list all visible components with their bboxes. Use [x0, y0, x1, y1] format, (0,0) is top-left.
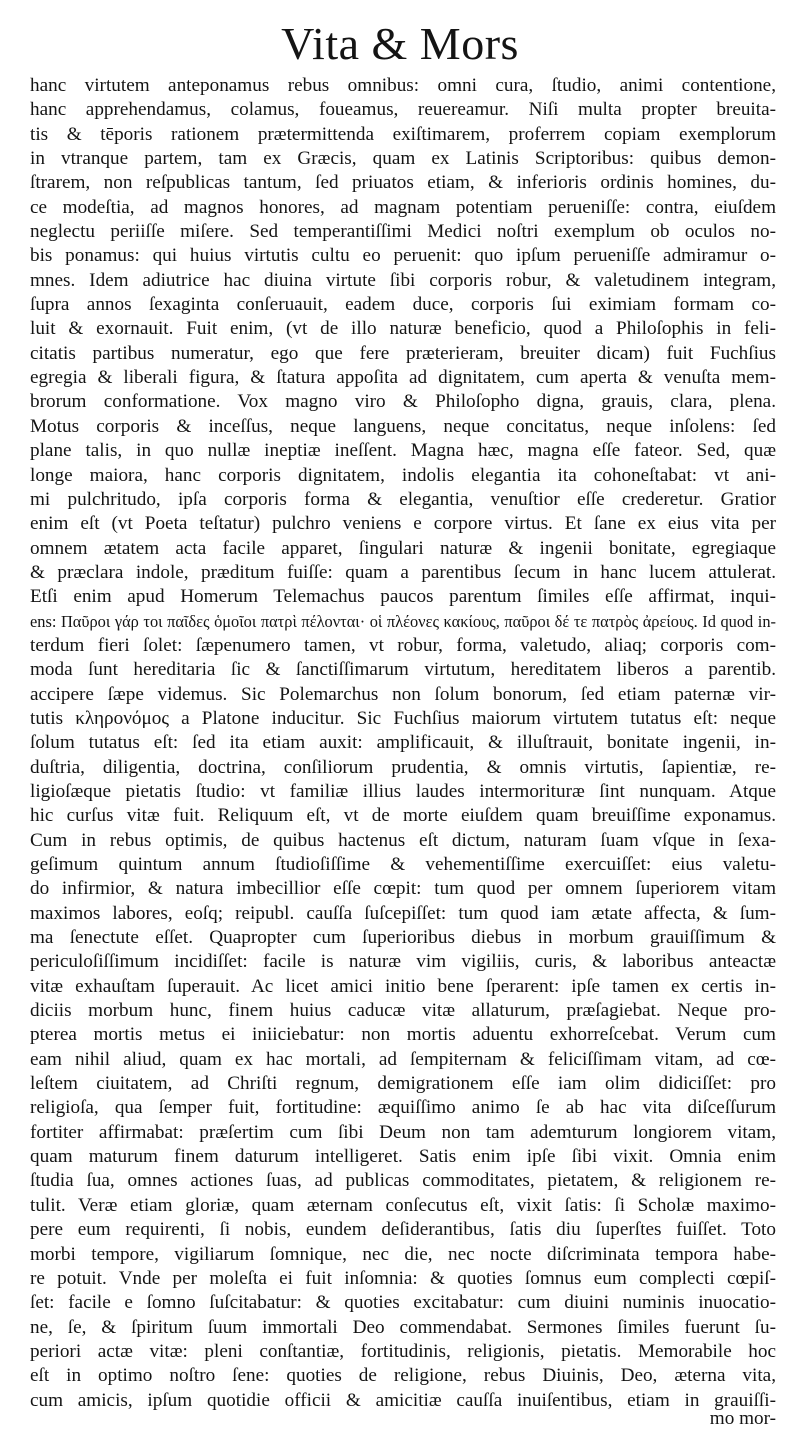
text-line: leſtem ciuitatem, ad Chriſti regnum, demigrationem eſſe iam olim didiciſſet: pro — [30, 1073, 776, 1095]
text-line: ce modeſtia, ad magnos honores, ad magnam potentiam perueniſſe: contra, eiuſdem — [30, 196, 776, 218]
text-line: Motus corporis & inceſſus, neque languens, neque concitatus, neque inſolens: ſed — [30, 415, 776, 437]
text-line: ſolum tutatus eſt: ſed ita etiam auxit: amplificauit, & illuſtrauit, bonitate ingenii, in- — [30, 732, 776, 754]
text-line: pere eum requirenti, ſi nobis, eundem deſiderantibus, ſatis diu ſuperſtes fuiſſet. Toto — [30, 1219, 776, 1241]
text-line: ſet: facile e ſomno ſuſcitabatur: & quoties excitabatur: cum diuini numinis inuocatio- — [30, 1292, 776, 1314]
text-line: terdum fieri ſolet: ſæpenumero tamen, vt robur, forma, valetudo, aliaq; corporis com- — [30, 634, 776, 656]
text-line: religioſa, qua ſemper fuit, fortitudine: æquiſſimo animo ſe ab hac vita diſceſſurum — [30, 1097, 776, 1119]
text-line: periculoſiſſimum incidiſſet: facile is naturæ vim vigiliis, curis, & laboribus anteactæ — [30, 951, 776, 973]
text-line: accipere ſæpe videmus. Sic Polemarchus non ſolum bonorum, ſed etiam paternæ vir- — [30, 683, 776, 705]
text-line: & præclara indole, præditum fuiſſe: quam a parentibus ſecum in hanc lucem attulerat. — [30, 561, 776, 583]
text-line: re potuit. Vnde per moleſta ei fuit inſomnia: & quoties ſomnus eum complecti cœpiſ- — [30, 1267, 776, 1289]
text-line: geſimum quintum annum ſtudioſiſſime & vehementiſſime exercuiſſet: eius valetu- — [30, 854, 776, 875]
text-line: longe maiora, hanc corporis dignitatem, indolis elegantia ita cohoneſtabat: vt ani- — [30, 464, 776, 486]
text-line: luit & exornauit. Fuit enim, (vt de illo naturæ beneficio, quod a Philoſophis in feli- — [30, 318, 776, 340]
text-line: do infirmior, & natura imbecillior eſſe cœpit: tum quod per omnem ſuperiorem vitam — [30, 878, 776, 900]
text-line: enim eſt (vt Poeta teſtatur) pulchro veniens e corpore virtus. Et ſane ex eius vita per — [30, 513, 776, 535]
text-line: diciis morbum hunc, finem huius caducæ vitæ allaturum, præſagiebat. Neque pro- — [30, 1000, 776, 1022]
text-line: tis & tēporis rationem prætermittenda exiſtimarem, proferrem copiam exemplorum — [30, 123, 776, 145]
text-line: duſtria, diligentia, doctrina, conſiliorum prudentia, & omnis virtutis, ſapientiæ, re- — [30, 756, 776, 778]
text-line: hanc apprehendamus, colamus, foueamus, reuereamur. Niſi multa propter breuita- — [30, 99, 776, 121]
text-line: plane talis, in quo nullæ ineptiæ ineſſent. Magna hæc, magna eſſe fateor. Sed, quæ — [30, 440, 776, 462]
text-line: quam maturum finem daturum intelligeret. Satis enim ipſe ſibi vixit. Omnia enim — [30, 1146, 776, 1168]
text-line: brorum conformatione. Vox magno viro & Philoſopho digna, grauis, clara, plena. — [30, 391, 776, 413]
text-line: bis ponamus: qui huius virtutis cultu eo peruenit: quo ipſum perueniſſe admiramur o- — [30, 245, 776, 267]
body-text — [30, 74, 776, 1413]
text-line: neglectu periiſſe miſere. Sed temperantiſſimi Medici noſtri exemplum ob oculos no- — [30, 221, 776, 243]
text-line: eam nihil aliud, quam ex hac mortali, ad ſempiternam & feliciſſimam vitam, ad cœ- — [30, 1048, 776, 1070]
text-line: mi pulchritudo, ipſa corporis forma & elegantia, venuſtior eſſe crederetur. Gratior — [30, 488, 776, 510]
text-line: citatis partibus numeratur, ego que fere præterieram, breuiter dicam) fuit Fuchſius — [30, 342, 776, 364]
text-line: ligioſæque pietatis ſtudio: vt familiæ illius laudes intermorituræ ſint nunquam. Atque — [30, 780, 776, 802]
text-line: hic curſus vitæ fuit. Reliquum eſt, vt de morte eiuſdem quam breuiſſime exponamus. — [30, 805, 776, 827]
text-line: egregia & liberali figura, & ſtatura appoſita ad dignitatem, cum aperta & venuſta mem- — [30, 367, 776, 389]
text-line: pterea mortis metus ei iniiciebatur: non mortis aduentu exhorreſcebat. Verum cum — [30, 1024, 776, 1046]
text-line: ſtrarem, non reſpublicas tantum, ſed priuatos etiam, & inferioris ordinis homines, du- — [30, 172, 776, 194]
text-line: vitæ exhauſtam ſuperauit. Ac licet amici initio bene ſperarent: ipſe tamen ex certis in- — [30, 975, 776, 997]
text-line: fortiter affirmabat: præſertim cum ſibi Deum non tam ademturum longiorem vitam, — [30, 1121, 776, 1143]
text-line: ſupra annos ſexaginta conſeruauit, eadem duce, corporis ſui eximiam formam co- — [30, 294, 776, 316]
text-line: morbi tempore, vigiliarum ſomnique, nec die, nec nocte diſcriminata tempora habe- — [30, 1243, 776, 1265]
text-line: cum amicis, ipſum quotidie officii & amicitiæ cauſſa inuiſentibus, etiam in grauiſſi- — [30, 1389, 776, 1411]
text-line: ma ſenectute eſſet. Quapropter cum ſuperioribus diebus in morbum grauiſſimum & — [30, 927, 776, 949]
text-line: omnem ætatem acta facile apparet, ſingulari naturæ & ingenii bonitate, egregiaque — [30, 537, 776, 559]
text-line: hanc virtutem anteponamus rebus omnibus: omni cura, ſtudio, animi contentione, — [30, 75, 776, 96]
text-line: in vtranque partem, tam ex Græcis, quam ex Latinis Scriptoribus: quibus demon- — [30, 148, 776, 170]
text-line: periori actæ vitæ: pleni conſtantiæ, fortitudinis, religionis, pietatis. Memorabile hoc — [30, 1340, 776, 1362]
text-line: eſt in optimo noſtro ſene: quoties de religione, rebus Diuinis, Deo, æterna vita, — [30, 1365, 776, 1387]
text-line: maximos labores, eoſq; reipubl. cauſſa ſuſcepiſſet: tum quod iam ætate affecta, & ſum- — [30, 902, 776, 924]
text-line: Cum in rebus optimis, de quibus hactenus eſt dictum, naturam ſuam vſque in ſexa- — [30, 829, 776, 851]
text-line: moda ſunt hereditaria ſic & ſanctiſſimarum virtutum, hereditatem liberos a parentib. — [30, 659, 776, 681]
text-line: tutis κληρονόμος a Platone inducitur. Sic Fuchſius maiorum virtutem tutatus eſt: neque — [30, 707, 776, 729]
text-line: ens: Παῦροι γάρ τοι παῖδες ὁμοῖοι πατρὶ πέλονται· οἱ πλέονες κακίους, παῦροι δέ τε πατρὸς ἀρείους. Id quod in- — [30, 611, 776, 631]
text-line: ſtudia ſua, omnes actiones ſuas, ad publicas commoditates, pietatem, & religionem re- — [30, 1170, 776, 1192]
running-head: Vita & Mors — [281, 18, 519, 69]
catchword: mo mor- — [709, 1408, 776, 1429]
text-line: tulit. Veræ etiam gloriæ, quam æternam conſecutus eſt, vixit ſatis: ſi Scholæ maximo- — [30, 1194, 776, 1216]
text-line: mnes. Idem adiutrice hac diuina virtute ſibi corporis robur, & valetudinem integram, — [30, 269, 776, 291]
text-line: ne, ſe, & ſpiritum ſuum immortali Deo commendabat. Sermones ſimiles fuerunt ſu- — [30, 1316, 776, 1338]
text-line: Etſi enim apud Homerum Telemachus paucos parentum ſimiles eſſe affirmat, inqui- — [30, 586, 776, 608]
